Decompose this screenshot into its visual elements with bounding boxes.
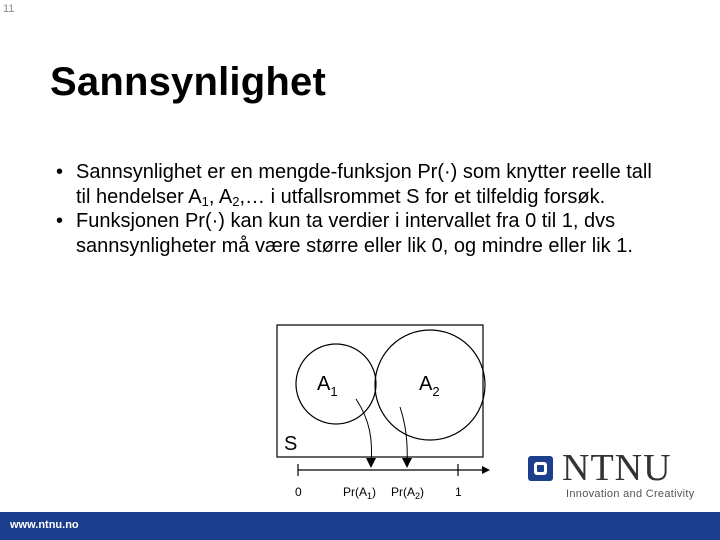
pr-a2-label: $Pr(A_2)$ xyxy=(391,485,425,501)
axis-label-zero: 0 xyxy=(295,485,302,499)
pr-a1-label: $Pr(A_1)$ xyxy=(343,485,377,501)
footer-bar xyxy=(0,512,720,540)
sample-space-label: S xyxy=(284,433,298,455)
bullet-1-text-c: ,… i utfallsrommet S for et tilfeldig forsøk. xyxy=(239,185,606,208)
bullet-1-text-a: Sannsynlighet er en mengde-funksjon Pr(·) som knytter reelle tall til hendelser A xyxy=(76,161,652,208)
axis-label-one: 1 xyxy=(455,485,462,499)
ntnu-tagline: Innovation and Creativity xyxy=(566,488,695,500)
sample-space-box xyxy=(277,325,483,457)
bullet-2-text: Funksjonen Pr(·) kan kun ta verdier i intervallet fra 0 til 1, dvs sannsynligheter må være større eller lik 0, og mindre eller lik 1. xyxy=(76,210,633,257)
ntnu-wordmark: NTNU xyxy=(562,447,672,489)
arrowhead-a2 xyxy=(402,458,412,468)
ntnu-logo xyxy=(528,447,708,504)
slide-number: 11 xyxy=(3,3,15,15)
event-label-a1: $A_1$ xyxy=(317,373,338,399)
event-label-a2: $A_2$ xyxy=(419,373,440,399)
footer-url: www.ntnu.no xyxy=(10,519,79,531)
slide-title: Sannsynlighet xyxy=(50,60,326,104)
bullet-1-sub-1: 1 xyxy=(201,193,209,209)
arrowhead-a1 xyxy=(366,458,376,468)
axis-arrowhead xyxy=(482,466,490,474)
ntnu-logo-icon xyxy=(528,456,553,481)
bullet-1-sub-2: 2 xyxy=(232,193,240,209)
bullet-1-text-b: , A xyxy=(208,185,233,208)
